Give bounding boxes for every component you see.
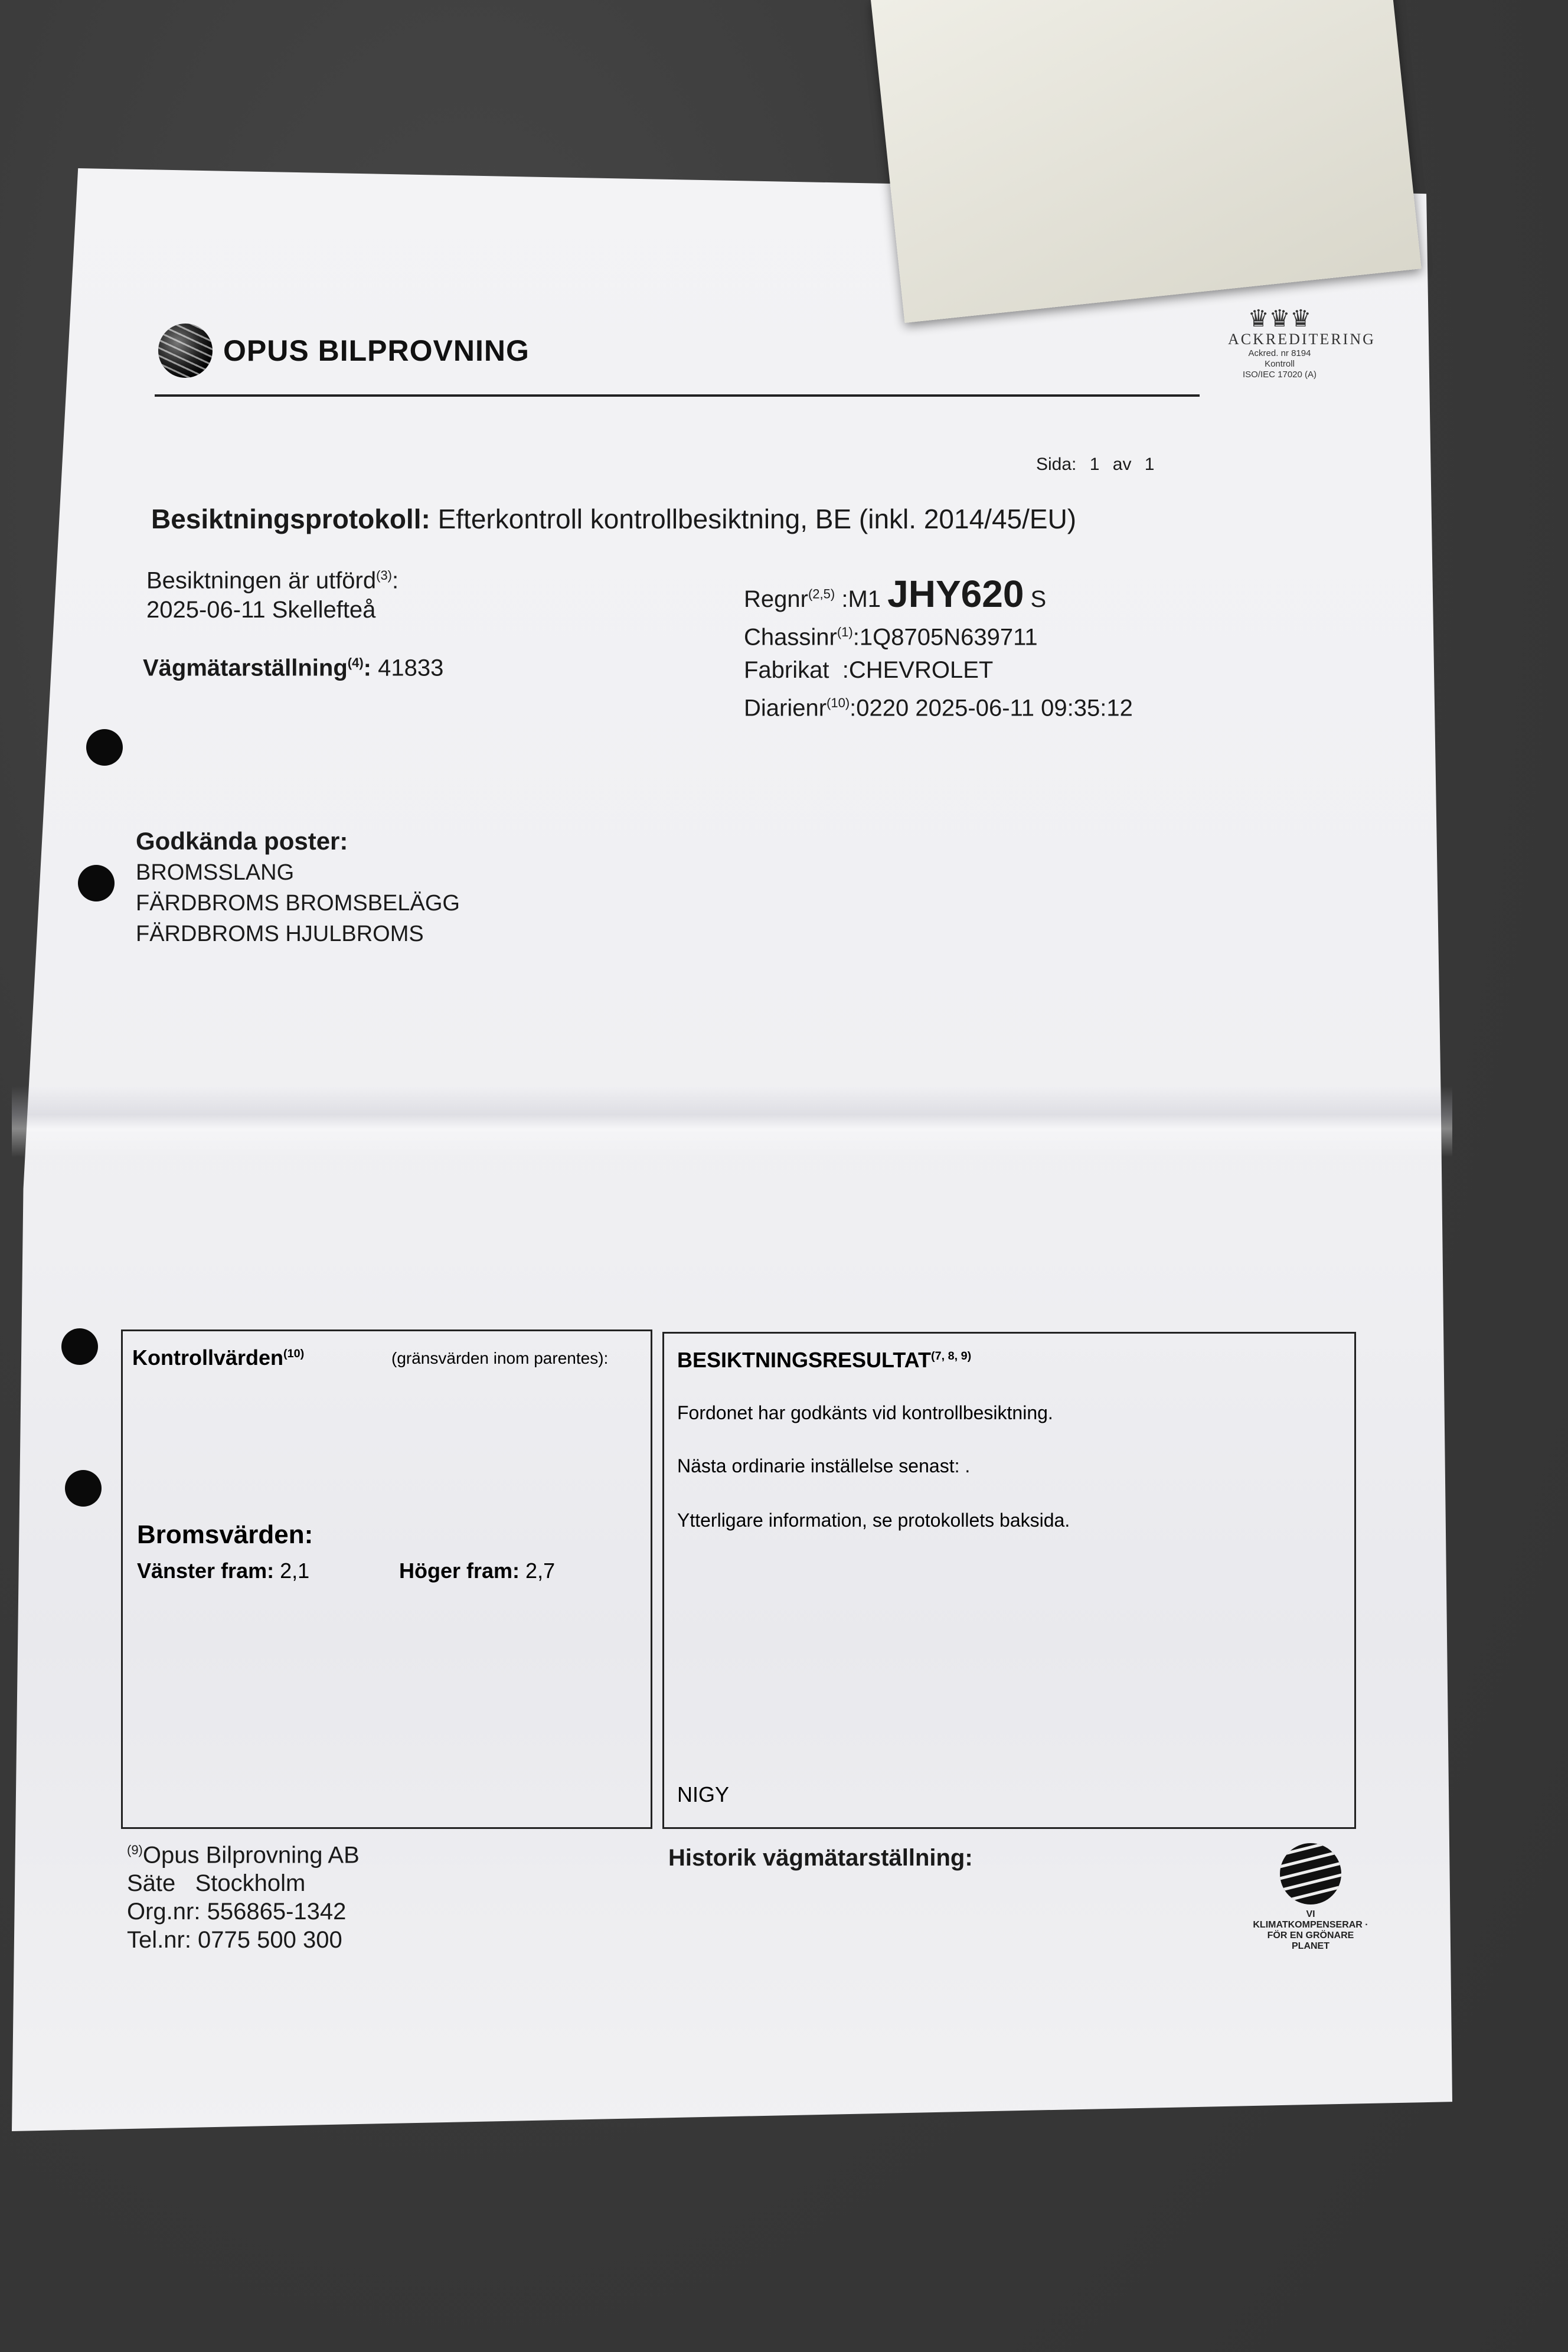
diary-sup: (10) [827, 695, 850, 711]
brand-logo [158, 324, 530, 378]
control-values-sup: (10) [283, 1347, 305, 1360]
chassis-sup: (1) [837, 625, 853, 639]
company-seat: Säte Stockholm [127, 1870, 306, 1897]
inspection-performed: Besiktningen är utförd$^{(3)}$: 2025-06-11 Skellefteå [146, 561, 398, 625]
brake-values-heading: Bromsvärden: [137, 1520, 313, 1549]
document-title [151, 503, 1076, 535]
page-separator: av [1112, 455, 1132, 474]
list-item: FÄRDBROMS BROMSBELÄGG [136, 891, 460, 916]
result-header [677, 1348, 971, 1373]
vehicle-info [744, 573, 1133, 725]
climate-badge-text: VI KLIMATKOMPENSERAR · FÖR EN GRÖNARE PLANET [1253, 1909, 1368, 1951]
inspection-result-box [662, 1332, 1356, 1829]
punch-hole [61, 1328, 98, 1365]
company-phone: Tel.nr: 0775 500 300 [127, 1927, 342, 1954]
result-line-approved: Fordonet har godkänts vid kontrollbesiktning. [677, 1402, 1053, 1423]
paper-fold-crease [12, 1086, 1452, 1157]
control-values-box [121, 1329, 652, 1829]
make-value: CHEVROLET [848, 657, 994, 684]
regnr-row: Regnr$^{(2,5)}$ :M1 JHY620 S [744, 573, 1047, 615]
diary-value: 0220 2025-06-11 09:35:12 [856, 695, 1133, 721]
brake-right-value: 2,7 [525, 1559, 556, 1583]
result-line-more-info: Ytterligare information, se protokollets baksida. [677, 1510, 1070, 1531]
accreditation-type: Kontroll [1265, 359, 1295, 369]
brake-left-value: 2,1 [280, 1559, 310, 1583]
company-orgnr: Org.nr: 556865-1342 [127, 1899, 347, 1925]
brake-right-label: Höger fram: [399, 1559, 520, 1583]
control-values-note: (gränsvärden inom parentes): [391, 1349, 609, 1367]
list-item: BROMSSLANG [136, 860, 295, 885]
climate-compensation-badge [1252, 1836, 1370, 1954]
page-label: Sida: [1036, 455, 1077, 474]
punch-hole [78, 865, 115, 901]
brand-name: OPUS BILPROVNING [223, 334, 530, 367]
approved-items [136, 825, 460, 949]
accreditation-number: Ackred. nr 8194 [1248, 348, 1311, 358]
odometer-label: Vägmätarställning [143, 655, 348, 681]
make-row: Fabrikat :CHEVROLET [744, 657, 994, 684]
chassis-value: 1Q8705N639711 [859, 624, 1038, 651]
result-line-next-inspection: Nästa ordinarie inställelse senast: . [677, 1455, 971, 1476]
brake-left-label: Vänster fram: [137, 1559, 275, 1583]
page-current: 1 [1089, 455, 1100, 474]
diary-row: Diarienr$^{(10)}$:0220 2025-06-11 09:35:12 [744, 695, 1133, 721]
odometer-sup: (4) [347, 655, 364, 670]
three-crowns-icon: ♛♛♛ [1247, 306, 1312, 332]
diary-label: Diarienr [744, 695, 827, 721]
result-heading: BESIKTNINGSRESULTAT [677, 1348, 931, 1372]
punch-hole [86, 729, 123, 766]
company-name: Opus Bilprovning AB [142, 1842, 360, 1868]
regnr-label: Regnr [744, 586, 808, 612]
title-value: Efterkontroll kontrollbesiktning, BE (inkl. 2014/45/EU) [437, 504, 1077, 534]
regnr-suffix: S [1030, 586, 1047, 612]
odometer-reading: Vägmätarställning$^{(4)}$: 41833 [143, 655, 444, 681]
regnr-prefix: M1 [848, 586, 881, 612]
globe-logo-icon [158, 324, 213, 378]
punch-hole [65, 1470, 102, 1507]
control-values-header [132, 1345, 304, 1370]
inspector-signature: NIGY [677, 1782, 730, 1807]
regnr-sup: (2,5) [808, 586, 835, 602]
make-label: Fabrikat [744, 657, 829, 684]
receipt-slip [871, 0, 1422, 323]
company-sup: (9) [127, 1843, 143, 1857]
chassis-row: Chassinr$^{(1)}$:1Q8705N639711 [744, 624, 1038, 651]
list-item: FÄRDBROMS HJULBROMS [136, 922, 424, 946]
odometer-history-heading: Historik vägmätarställning: [668, 1845, 973, 1871]
odometer-value: 41833 [378, 655, 444, 681]
control-values-heading: Kontrollvärden [132, 1345, 284, 1370]
green-planet-icon [1275, 1838, 1346, 1909]
company-info [127, 1836, 360, 1954]
chassis-label: Chassinr [744, 624, 837, 651]
title-label: Besiktningsprotokoll: [151, 504, 430, 534]
approved-heading: Godkända poster: [136, 827, 348, 855]
accreditation-seal [1228, 306, 1376, 380]
accreditation-arc-text: ACKREDITERING [1228, 331, 1376, 348]
brake-left-front [137, 1559, 309, 1583]
brake-right-front [399, 1559, 555, 1583]
performed-label: Besiktningen är utförd [146, 567, 377, 594]
header-rule [155, 394, 1200, 397]
page-indicator [1036, 455, 1154, 475]
page-total: 1 [1144, 455, 1155, 474]
result-sup: (7, 8, 9) [931, 1350, 972, 1363]
accreditation-standard: ISO/IEC 17020 (A) [1242, 370, 1317, 380]
performed-value: 2025-06-11 Skellefteå [146, 597, 376, 623]
performed-sup: (3) [376, 568, 393, 583]
regnr-value: JHY620 [887, 573, 1024, 615]
